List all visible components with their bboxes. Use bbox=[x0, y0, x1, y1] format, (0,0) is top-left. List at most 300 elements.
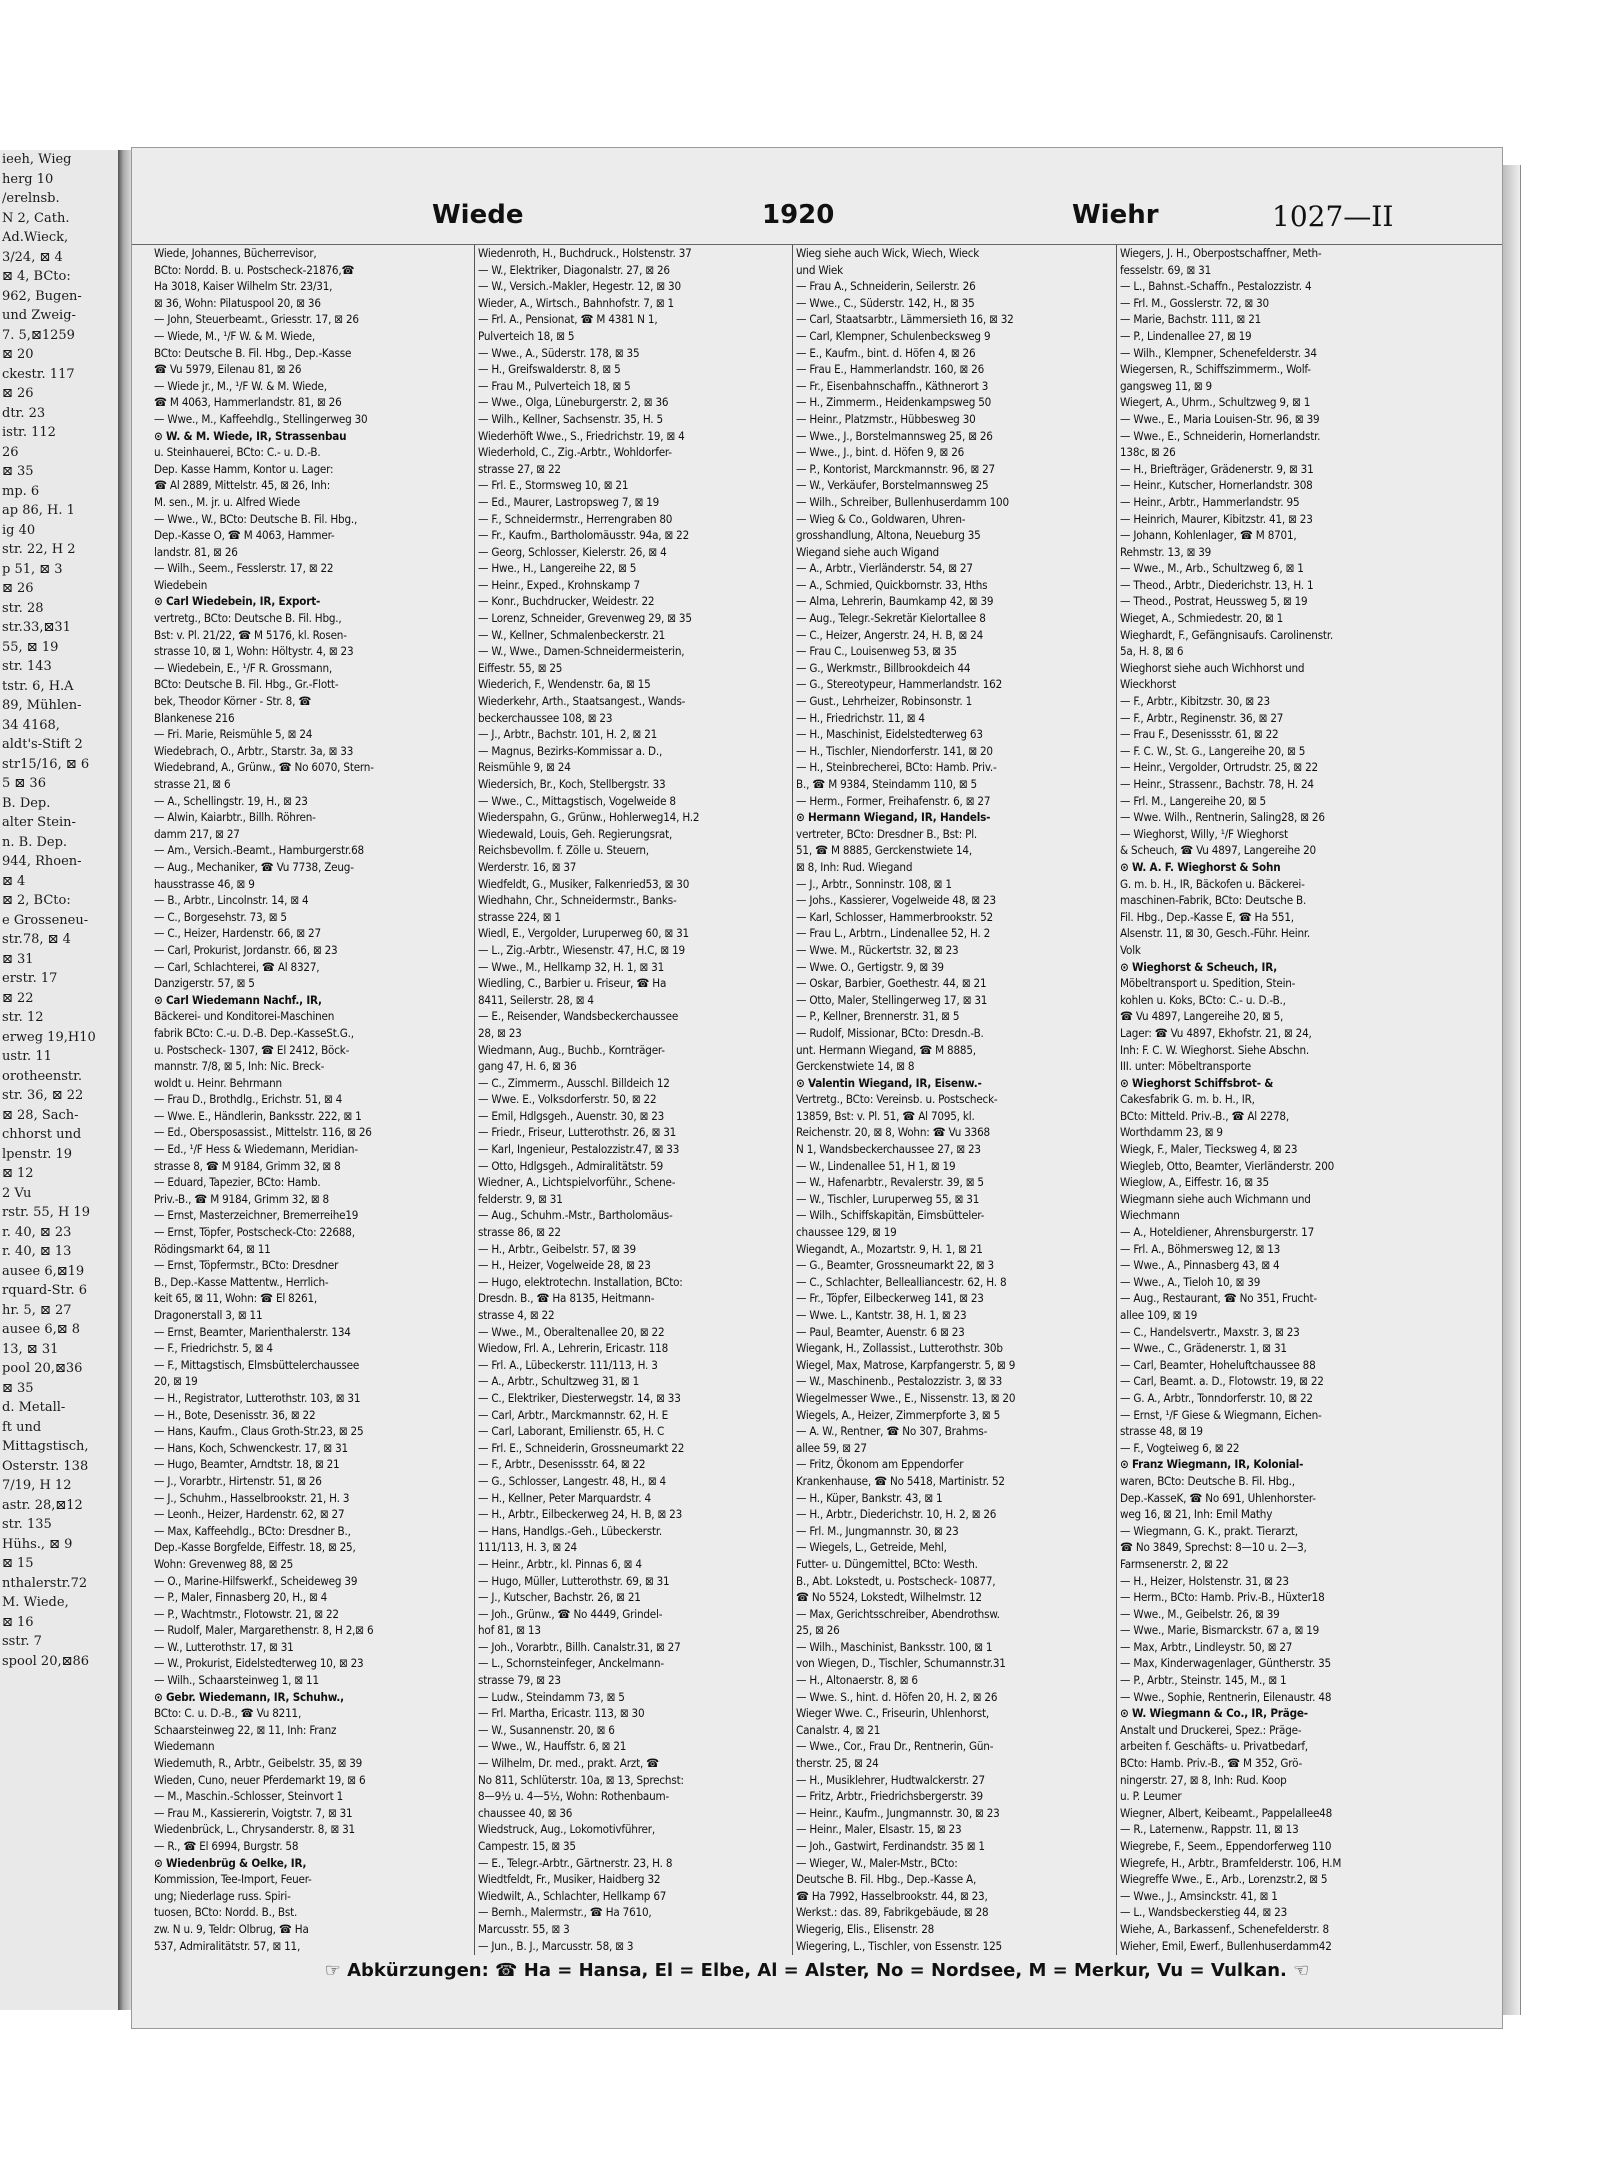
directory-entry-line bbox=[478, 1954, 790, 1955]
directory-entry-line: — Wwe., C., Mittagstisch, Vogelweide 8 bbox=[478, 793, 676, 808]
directory-entry-line: — Karl, Ingenieur, Pestalozzistr.47, ⊠ 33 bbox=[478, 1142, 680, 1157]
left-fragment-line: str15/16, ⊠ 6 bbox=[2, 756, 90, 772]
directory-entry-line: ⊙ W. Wiegmann & Co., IR, Präge- bbox=[1120, 1706, 1308, 1721]
directory-entry-line: — Wieghorst, Willy, ¹/F Wieghorst bbox=[1120, 826, 1288, 841]
directory-entry-line: — C., Heizer, Angerstr. 24, H. B, ⊠ 24 bbox=[796, 627, 984, 642]
directory-entry-line: fesselstr. 69, ⊠ 31 bbox=[1120, 262, 1212, 277]
directory-entry-line: strasse 224, ⊠ 1 bbox=[478, 909, 561, 924]
directory-entry-line: — W., Kellner, Schmalenbeckerstr. 21 bbox=[478, 627, 666, 642]
left-fragment-line: ⊠ 20 bbox=[2, 347, 34, 362]
directory-entry-line: Wiedhahn, Chr., Schneidermstr., Banks- bbox=[478, 893, 677, 908]
left-fragment-line: str. 143 bbox=[2, 659, 52, 674]
left-fragment-line: r. 40, ⊠ 13 bbox=[2, 1244, 72, 1259]
directory-entry-line: — Magnus, Bezirks-Kommissar a. D., bbox=[478, 743, 663, 758]
directory-entry-line: — Wieg & Co., Goldwaren, Uhren- bbox=[796, 511, 966, 526]
directory-entry-line: therstr. 25, ⊠ 24 bbox=[796, 1756, 879, 1771]
left-fragment-line: ckestr. 117 bbox=[2, 366, 75, 382]
directory-entry-line: chaussee 129, ⊠ 19 bbox=[796, 1225, 897, 1240]
directory-entry-line: 20, ⊠ 19 bbox=[154, 1374, 198, 1389]
directory-entry-line: Wiegandt, A., Mozartstr. 9, H. 1, ⊠ 21 bbox=[796, 1241, 983, 1256]
directory-entry-line: — L., Zig.-Arbtr., Wiesenstr. 47, H.C, ⊠ 19 bbox=[478, 942, 685, 957]
directory-entry-line: Wieher, Emil, Ewerf., Bullenhuserdamm42 bbox=[1120, 1938, 1332, 1953]
directory-entry-line: — J., Arbtr., Bachstr. 101, H. 2, ⊠ 21 bbox=[478, 727, 658, 742]
directory-entry-line: 25, ⊠ 26 bbox=[796, 1623, 840, 1638]
directory-entry-line: bek, Theodor Körner - Str. 8, ☎ bbox=[154, 694, 312, 709]
directory-entry-line: Wiegersen, R., Schiffszimmerm., Wolf- bbox=[1120, 362, 1311, 377]
directory-entry-line: — Heinr., Platzmstr., Hübbesweg 30 bbox=[796, 411, 976, 426]
left-fragment-line: lpenstr. 19 bbox=[2, 1146, 73, 1162]
directory-entry-line: Cakesfabrik G. m. b. H., IR, bbox=[1120, 1092, 1255, 1107]
directory-entry-line: — F., Friedrichstr. 5, ⊠ 4 bbox=[154, 1341, 273, 1356]
directory-entry-line: — Karl, Schlosser, Hammerbrookstr. 52 bbox=[796, 909, 993, 924]
directory-entry-line: Wieghardt, F., Gefängnisaufs. Carolinenstr. bbox=[1120, 627, 1333, 642]
directory-entry-line: Dep. Kasse Hamm, Kontor u. Lager: bbox=[154, 461, 334, 476]
directory-entry-line: — H., Musiklehrer, Hudtwalckerstr. 27 bbox=[796, 1772, 985, 1787]
directory-entry-line: — Alma, Lehrerin, Baumkamp 42, ⊠ 39 bbox=[796, 594, 994, 609]
directory-entry-line: — Gust., Lehrheizer, Robinsonstr. 1 bbox=[796, 694, 973, 709]
directory-entry-line: ningerstr. 27, ⊠ 8, Inh: Rud. Koop bbox=[1120, 1772, 1287, 1787]
directory-entry-line: Krankenhause, ☎ No 5418, Martinistr. 52 bbox=[796, 1473, 1005, 1488]
left-fragment-line: str. 135 bbox=[2, 1517, 52, 1532]
left-fragment-line: n. B. Dep. bbox=[2, 834, 68, 850]
directory-entry-line: Wiederhöft Wwe., S., Friedrichstr. 19, ⊠ 4 bbox=[478, 428, 685, 443]
directory-entry-line: — Frau L., Arbtrn., Lindenallee 52, H. 2 bbox=[796, 926, 991, 941]
directory-entry-line: Wiedenroth, H., Buchdruck., Holstenstr. 37 bbox=[478, 246, 692, 260]
directory-entry-line: N 1, Wandsbeckerchaussee 27, ⊠ 23 bbox=[796, 1142, 981, 1157]
left-fragment-line: herg 10 bbox=[2, 171, 54, 187]
directory-entry-line: — C., Schlachter, Bellealliancestr. 62, H. 8 bbox=[796, 1274, 1007, 1289]
directory-entry-line: Wiedl, E., Vergolder, Luruperweg 60, ⊠ 31 bbox=[478, 926, 689, 941]
directory-entry-line: — Eduard, Tapezier, BCto: Hamb. bbox=[154, 1175, 321, 1190]
directory-entry-line: Werkst.: das. 89, Fabrikgebäude, ⊠ 28 bbox=[796, 1905, 989, 1920]
directory-entry-line: hof 81, ⊠ 13 bbox=[478, 1623, 541, 1638]
page-edge bbox=[1502, 165, 1521, 2015]
directory-entry-line: strasse 86, ⊠ 22 bbox=[478, 1225, 561, 1240]
directory-entry-line: ⊠ 36, Wohn: Pilatuspool 20, ⊠ 36 bbox=[154, 295, 321, 310]
directory-entry-line: Worthdamm 23, ⊠ 9 bbox=[1120, 1125, 1223, 1140]
directory-entry-line: Wiehe, A., Barkassenf., Schenefelderstr. 8 bbox=[1120, 1921, 1329, 1936]
directory-entry-line: — Bernh., Malermstr., ☎ Ha 7610, bbox=[478, 1905, 652, 1920]
directory-entry-line: — H., Arbtr., Diederichstr. 10, H. 2, ⊠ 26 bbox=[796, 1507, 997, 1522]
directory-entry-line: — Wiegmann, G. K., prakt. Tierarzt, bbox=[1120, 1523, 1298, 1538]
directory-entry-line: u. P. Leumer bbox=[1120, 1789, 1182, 1804]
directory-entry-line: — Aug., Telegr.-Sekretär Kielortallee 8 bbox=[796, 611, 986, 626]
directory-entry-line: — F., Arbtr., Desenissstr. 64, ⊠ 22 bbox=[478, 1457, 646, 1472]
left-fragment-line: und Zweig- bbox=[2, 308, 76, 323]
directory-entry-line: — Konr., Buchdrucker, Weidestr. 22 bbox=[478, 594, 655, 609]
directory-entry-line: — Theod., Arbtr., Diederichstr. 13, H. 1 bbox=[1120, 577, 1314, 592]
directory-entry-line: — Wilh., Schaarsteinweg 1, ⊠ 11 bbox=[154, 1673, 319, 1688]
directory-entry-line: waren, BCto: Deutsche B. Fil. Hbg., bbox=[1120, 1473, 1295, 1488]
directory-entry-line: Campestr. 15, ⊠ 35 bbox=[478, 1839, 576, 1853]
directory-entry-line: — H., Bote, Desenisstr. 36, ⊠ 22 bbox=[154, 1407, 316, 1422]
left-fragment-line: ustr. 11 bbox=[2, 1049, 52, 1064]
directory-entry-line: — Wwe., M., Hellkamp 32, H. 1, ⊠ 31 bbox=[478, 959, 665, 974]
column-2 bbox=[478, 245, 790, 1955]
directory-entry-line: ☎ Vu 4897, Langereihe 20, ⊠ 5, bbox=[1120, 1009, 1284, 1024]
directory-entry-line: — Jun., B. J., Marcusstr. 58, ⊠ 3 bbox=[478, 1938, 634, 1953]
directory-entry-line: — G. A., Arbtr., Tonndorferstr. 10, ⊠ 22 bbox=[1120, 1390, 1313, 1405]
directory-entry-line: — Marie, Bachstr. 111, ⊠ 21 bbox=[1120, 312, 1262, 327]
left-fragment-line: alter Stein- bbox=[2, 815, 76, 830]
directory-entry-line: 138c, ⊠ 26 bbox=[1120, 445, 1176, 460]
directory-entry-line: — P., Lindenallee 27, ⊠ 19 bbox=[1120, 328, 1252, 343]
left-fragment-line: ⊠ 2, BCto: bbox=[2, 893, 71, 908]
left-fragment-line: ⊠ 4 bbox=[2, 873, 26, 889]
directory-entry-line: B., Abt. Lokstedt, u. Postscheck- 10877, bbox=[796, 1573, 996, 1588]
directory-entry-line: — Aug., Restaurant, ☎ No 351, Frucht- bbox=[1120, 1291, 1317, 1306]
directory-entry-line: — L., Schornsteinfeger, Anckelmann- bbox=[478, 1656, 664, 1671]
directory-entry-line: fabrik BCto: C.-u. D.-B. Dep.-KasseSt.G., bbox=[154, 1025, 354, 1040]
directory-entry-line: — Frau A., Schneiderin, Seilerstr. 26 bbox=[796, 279, 976, 294]
directory-entry-line: Wiechmann bbox=[1120, 1208, 1180, 1223]
directory-entry-line: — Ernst, Beamter, Marienthalerstr. 134 bbox=[154, 1324, 351, 1339]
directory-entry-line: Wiegerig, Elis., Elisenstr. 28 bbox=[796, 1921, 935, 1936]
left-fragment-line: nthalerstr.72 bbox=[2, 1575, 88, 1591]
directory-entry-line: Wiegels, A., Heizer, Zimmerpforte 3, ⊠ 5 bbox=[796, 1407, 1000, 1422]
book-gutter bbox=[118, 150, 132, 2010]
directory-entry-line: — Carl, Schlachterei, ☎ Al 8327, bbox=[154, 959, 320, 974]
directory-entry-line: — Frau M., Kassiererin, Voigtstr. 7, ⊠ 31 bbox=[154, 1805, 353, 1820]
directory-entry-line: woldt u. Heinr. Behrmann bbox=[154, 1075, 282, 1090]
directory-entry-line: — Frl. A., Böhmersweg 12, ⊠ 13 bbox=[1120, 1241, 1281, 1256]
directory-entry-line: Dresdn. B., ☎ Ha 8135, Heitmann- bbox=[478, 1291, 655, 1306]
left-fragment-line: ⊠ 35 bbox=[2, 1380, 34, 1396]
directory-entry-line: felderstr. 9, ⊠ 31 bbox=[478, 1191, 563, 1206]
left-fragment-line: erweg 19,H10 bbox=[2, 1029, 96, 1045]
left-fragment-line: N 2, Cath. bbox=[2, 210, 70, 226]
directory-entry-line: Wiegering, L., Tischler, von Essenstr. 125 bbox=[796, 1938, 1002, 1953]
directory-entry-line: Wiedner, A., Lichtspielvorführ., Schene- bbox=[478, 1175, 676, 1190]
directory-entry-line: — Wwe., A., Pinnasberg 43, ⊠ 4 bbox=[1120, 1258, 1280, 1273]
directory-entry-line: — J., Kutscher, Bachstr. 26, ⊠ 21 bbox=[478, 1590, 641, 1605]
left-fragment-line: ⊠ 26 bbox=[2, 386, 34, 401]
directory-entry-line: — Joh., Gastwirt, Ferdinandstr. 35 ⊠ 1 bbox=[796, 1839, 985, 1853]
left-fragment-line: istr. 112 bbox=[2, 425, 56, 440]
directory-entry-line: tuosen, BCto: Nordd. B., Bst. bbox=[154, 1905, 298, 1920]
directory-entry-line: — Herm., Former, Freihafenstr. 6, ⊠ 27 bbox=[796, 793, 991, 808]
directory-entry-line: — Frl. A., Pensionat, ☎ M 4381 N 1, bbox=[478, 312, 658, 327]
directory-entry-line: — Rudolf, Maler, Margarethenstr. 8, H 2,⊠ 6 bbox=[154, 1623, 374, 1638]
directory-entry-line: Wiedmann, Aug., Buchb., Kornträger- bbox=[478, 1042, 665, 1057]
left-fragment-line: dtr. 23 bbox=[2, 405, 46, 421]
directory-entry-line: — Rudolf, Missionar, BCto: Dresdn.-B. bbox=[796, 1025, 984, 1040]
directory-entry-line: Wieden, Cuno, neuer Pferdemarkt 19, ⊠ 6 bbox=[154, 1772, 366, 1787]
directory-entry-line: — Ernst, Töpfermstr., BCto: Dresdner bbox=[154, 1258, 339, 1273]
directory-entry-line: — P., Wachtmstr., Flotowstr. 21, ⊠ 22 bbox=[154, 1606, 339, 1621]
directory-entry-line: Wiegmann siehe auch Wichmann und bbox=[1120, 1191, 1311, 1206]
directory-entry-line: Wieghorst siehe auch Wichhorst und bbox=[1120, 660, 1305, 675]
directory-entry-line: — Carl, Klempner, Schulenbecksweg 9 bbox=[796, 328, 991, 343]
directory-entry-line: — Aug., Mechaniker, ☎ Vu 7738, Zeug- bbox=[154, 859, 354, 874]
directory-entry-line: Futter- u. Düngemittel, BCto: Westh. bbox=[796, 1556, 978, 1571]
directory-entry-line: — Carl, Arbtr., Marckmannstr. 62, H. E bbox=[478, 1407, 669, 1422]
directory-entry-line: gangsweg 11, ⊠ 9 bbox=[1120, 378, 1212, 393]
directory-entry-line: — Fri. Marie, Reismühle 5, ⊠ 24 bbox=[154, 727, 313, 742]
directory-entry-line: ⊠ 8, Inh: Rud. Wiegand bbox=[796, 859, 913, 874]
directory-entry-line: — R., ☎ El 6994, Burgstr. 58 bbox=[154, 1839, 299, 1853]
directory-entry-line: ☎ Al 2889, Mittelstr. 45, ⊠ 26, Inh: bbox=[154, 478, 331, 493]
left-fragment-line: ⊠ 15 bbox=[2, 1556, 34, 1571]
directory-entry-line: — R., Laternenw., Rappstr. 11, ⊠ 13 bbox=[1120, 1822, 1299, 1837]
directory-entry-line: Dragonerstall 3, ⊠ 11 bbox=[154, 1308, 263, 1322]
directory-entry-line: — H., Friedrichstr. 11, ⊠ 4 bbox=[796, 710, 925, 725]
directory-entry-line: — Wwe., C., Süderstr. 142, H., ⊠ 35 bbox=[796, 295, 975, 310]
directory-entry-line: — Carl, Laborant, Emilienstr. 65, H. C bbox=[478, 1424, 665, 1439]
directory-entry-line: Gerckenstwiete 14, ⊠ 8 bbox=[796, 1059, 915, 1074]
directory-entry-line: — Wwe., W., BCto: Deutsche B. Fil. Hbg., bbox=[154, 511, 358, 526]
directory-entry-line: ⊙ Valentin Wiegand, IR, Eisenw.- bbox=[796, 1075, 982, 1090]
column-divider bbox=[474, 245, 475, 1955]
directory-entry-line: Wiegner, Albert, Keibeamt., Pappelallee48 bbox=[1120, 1805, 1333, 1820]
directory-entry-line: — Alwin, Kaiarbtr., Billh. Röhren- bbox=[154, 810, 316, 825]
directory-entry-line: ⊙ Hermann Wiegand, IR, Handels- bbox=[796, 810, 991, 825]
directory-entry-line: — A., Arbtr., Vierländerstr. 54, ⊠ 27 bbox=[796, 561, 973, 576]
directory-entry-line: — Ernst, Masterzeichner, Bremerreihe19 bbox=[154, 1208, 359, 1223]
directory-entry-line: hausstrasse 46, ⊠ 9 bbox=[154, 876, 255, 891]
left-fragment-line: r. 40, ⊠ 23 bbox=[2, 1224, 72, 1240]
directory-entry-line: — C., Borgesehstr. 73, ⊠ 5 bbox=[154, 909, 287, 924]
directory-entry-line: — F., Mittagstisch, Elmsbüttelerchaussee bbox=[154, 1357, 360, 1372]
directory-entry-line: — Wilh., Schreiber, Bullenhuserdamm 100 bbox=[796, 494, 1009, 509]
directory-entry-line: — W., Lutterothstr. 17, ⊠ 31 bbox=[154, 1639, 294, 1654]
directory-entry-line: — C., Elektriker, Diesterwegstr. 14, ⊠ 33 bbox=[478, 1390, 681, 1405]
left-fragment-line: 89, Mühlen- bbox=[2, 698, 82, 713]
directory-entry-line: — Fritz, Arbtr., Friedrichsbergerstr. 39 bbox=[796, 1789, 983, 1804]
directory-entry-line: — Ludw., Steindamm 73, ⊠ 5 bbox=[478, 1689, 625, 1704]
directory-entry-line: ⊙ W. & M. Wiede, IR, Strassenbau bbox=[154, 428, 347, 443]
directory-entry-line: — W., Elektriker, Diagonalstr. 27, ⊠ 26 bbox=[478, 262, 670, 277]
left-fragment-line: ft und bbox=[2, 1419, 42, 1435]
directory-entry-line: — Heinr., Strassenr., Bachstr. 78, H. 24 bbox=[1120, 777, 1314, 791]
directory-entry-line: — G., Werkmstr., Billbrookdeich 44 bbox=[796, 660, 971, 675]
directory-entry-line: — O., Marine-Hilfswerkf., Scheideweg 39 bbox=[154, 1573, 358, 1588]
directory-entry-line: gang 47, H. 6, ⊠ 36 bbox=[478, 1059, 577, 1074]
directory-entry-line: Canalstr. 4, ⊠ 21 bbox=[796, 1722, 881, 1737]
directory-entry-line: Wiedebrach, O., Arbtr., Starstr. 3a, ⊠ 33 bbox=[154, 743, 354, 758]
directory-entry-line: — Frl. E., Stormsweg 10, ⊠ 21 bbox=[478, 478, 629, 493]
directory-entry-line: ⊙ Carl Wiedebein, IR, Export- bbox=[154, 594, 321, 609]
directory-entry-line: — Wiede jr., M., ¹/F W. & M. Wiede, bbox=[154, 378, 327, 393]
left-fragment-line: 7. 5,⊠1259 bbox=[2, 327, 75, 343]
directory-entry-line: 537, Admiralitätstr. 57, ⊠ 11, bbox=[154, 1938, 301, 1953]
directory-entry-line: — Frl. E., Schneiderin, Grossneumarkt 22 bbox=[478, 1440, 685, 1455]
directory-entry-line: — J., Vorarbtr., Hirtenstr. 51, ⊠ 26 bbox=[154, 1473, 322, 1488]
directory-entry-line: Wiedemuth, R., Arbtr., Geibelstr. 35, ⊠ 39 bbox=[154, 1756, 363, 1771]
left-fragment-line: ⊠ 22 bbox=[2, 990, 34, 1006]
directory-entry-line: — Hugo, elektrotechn. Installation, BCto: bbox=[478, 1274, 683, 1289]
directory-entry-line: — Max, Arbtr., Lindleystr. 50, ⊠ 27 bbox=[1120, 1639, 1293, 1654]
directory-entry-line: — Heinr., Exped., Krohnskamp 7 bbox=[478, 577, 640, 592]
left-fragment-line: ⊠ 16 bbox=[2, 1614, 34, 1630]
directory-entry-line: — G., Stereotypeur, Hammerlandstr. 162 bbox=[796, 677, 1003, 692]
directory-entry-line: u. Steinhauerei, BCto: C.- u. D.-B. bbox=[154, 445, 321, 460]
directory-entry-line: — Heinr., Arbtr., kl. Pinnas 6, ⊠ 4 bbox=[478, 1556, 642, 1571]
directory-entry-line: — Frau C., Louisenweg 53, ⊠ 35 bbox=[796, 644, 957, 659]
directory-entry-line: maschinen-Fabrik, BCto: Deutsche B. bbox=[1120, 893, 1307, 908]
header-left-word: Wiede bbox=[432, 200, 524, 230]
directory-entry-line: — E., Telegr.-Arbtr., Gärtnerstr. 23, H. 8 bbox=[478, 1855, 673, 1870]
directory-entry-line: — Wwe. E., Volksdorferstr. 50, ⊠ 22 bbox=[478, 1092, 657, 1107]
directory-entry-line: Wiegleb, Otto, Beamter, Vierländerstr. 200 bbox=[1120, 1158, 1335, 1173]
directory-entry-line: ⊙ Wieghorst & Scheuch, IR, bbox=[1120, 959, 1277, 974]
directory-entry-line: — W., Hafenarbtr., Revalerstr. 39, ⊠ 5 bbox=[796, 1175, 984, 1190]
directory-entry-line: — Hwe., H., Langereihe 22, ⊠ 5 bbox=[478, 561, 637, 576]
directory-entry-line: Wiedersich, Br., Koch, Stellbergstr. 33 bbox=[478, 777, 666, 791]
directory-entry-line: — Otto, Maler, Stellingerweg 17, ⊠ 31 bbox=[796, 992, 988, 1007]
left-fragment-line: rstr. 55, H 19 bbox=[2, 1205, 90, 1220]
directory-entry-line: — Aug., Schuhm.-Mstr., Bartholomäus- bbox=[478, 1208, 673, 1223]
directory-entry-line: zw. N u. 9, Teldr: Olbrug, ☎ Ha bbox=[154, 1921, 309, 1936]
directory-entry-line: Wiedwilt, A., Schlachter, Hellkamp 67 bbox=[478, 1888, 667, 1903]
directory-entry-line: Wiegers, J. H., Oberpostschaffner, Meth- bbox=[1120, 246, 1322, 260]
directory-entry-line: — Wwe., Marie, Bismarckstr. 67 a, ⊠ 19 bbox=[1120, 1623, 1320, 1638]
directory-entry-line: kohlen u. Koks, BCto: C.- u. D.-B., bbox=[1120, 992, 1286, 1007]
directory-entry-line: — Heinr., Kaufm., Jungmannstr. 30, ⊠ 23 bbox=[796, 1805, 1000, 1820]
directory-entry-line: — Leonh., Heizer, Hardenstr. 62, ⊠ 27 bbox=[154, 1507, 345, 1522]
directory-entry-line: — Frau F., Desenissstr. 61, ⊠ 22 bbox=[1120, 727, 1279, 742]
left-fragment-line: ⊠ 12 bbox=[2, 1166, 34, 1181]
directory-entry-line: Danzigerstr. 57, ⊠ 5 bbox=[154, 976, 255, 991]
directory-entry-line: Volk bbox=[1120, 942, 1141, 957]
directory-entry-line: ⊙ Carl Wiedemann Nachf., IR, bbox=[154, 992, 322, 1007]
directory-entry-line: vertretg., BCto: Deutsche B. Fil. Hbg., bbox=[154, 611, 342, 626]
directory-entry-line: keit 65, ⊠ 11, Wohn: ☎ El 8261, bbox=[154, 1291, 318, 1306]
abbreviations-footer: ☞ Abkürzungen: ☎ Ha = Hansa, El = Elbe, Al = Alster, No = Nordsee, M = Merkur, Vu = Vulkan. ☜ bbox=[324, 1960, 1310, 1981]
directory-entry-line: — F., Arbtr., Kibitzstr. 30, ⊠ 23 bbox=[1120, 694, 1270, 709]
left-fragment-line: Hühs., ⊠ 9 bbox=[2, 1536, 73, 1552]
directory-entry-line: M. sen., M. jr. u. Alfred Wiede bbox=[154, 494, 300, 509]
directory-entry-line: — W., Verkäufer, Borstelmannsweg 25 bbox=[796, 478, 989, 493]
entry-columns bbox=[132, 244, 1502, 1955]
directory-entry-line: Wiedow, Frl. A., Lehrerin, Ericastr. 118 bbox=[478, 1341, 669, 1356]
directory-entry-line: Wiegand siehe auch Wigand bbox=[796, 544, 939, 559]
directory-entry-line: — J., Schuhm., Hasselbrookstr. 21, H. 3 bbox=[154, 1490, 350, 1505]
directory-entry-line: — H., Arbtr., Geibelstr. 57, ⊠ 39 bbox=[478, 1241, 636, 1256]
left-fragment-line: tstr. 6, H.A bbox=[2, 678, 74, 694]
directory-entry-line: — Wilh., Klempner, Schenefelderstr. 34 bbox=[1120, 345, 1317, 360]
directory-entry-line: — W., Versich.-Makler, Hegestr. 12, ⊠ 30 bbox=[478, 279, 681, 294]
directory-entry-line: — C., Heizer, Hardenstr. 66, ⊠ 27 bbox=[154, 926, 321, 941]
directory-entry-line: — Friedr., Friseur, Lutterothstr. 26, ⊠ 31 bbox=[478, 1125, 677, 1140]
directory-entry-line: — Ed., Obersposassist., Mittelstr. 116, ⊠ 26 bbox=[154, 1125, 372, 1140]
directory-entry-line: Wohn: Grevenweg 88, ⊠ 25 bbox=[154, 1556, 294, 1571]
column-1 bbox=[154, 245, 472, 1955]
directory-entry-line: Lager: ☎ Vu 4897, Ekhofstr. 21, ⊠ 24, bbox=[1120, 1025, 1312, 1040]
directory-entry-line: ⊙ Gebr. Wiedemann, IR, Schuhw., bbox=[154, 1689, 344, 1704]
directory-entry-line: Wiedfeldt, G., Musiker, Falkenried53, ⊠ 30 bbox=[478, 876, 690, 891]
directory-entry-line: allee 109, ⊠ 19 bbox=[1120, 1308, 1198, 1322]
directory-entry-line: — Wwe., Olga, Lüneburgerstr. 2, ⊠ 36 bbox=[478, 395, 669, 410]
directory-entry-line: 13859, Bst: v. Pl. 51, ☎ Al 7095, kl. bbox=[796, 1108, 975, 1123]
directory-entry-line: — Joh., Grünw., ☎ No 4449, Grindel- bbox=[478, 1606, 663, 1621]
directory-entry-line: — Wwe., M., Arb., Schultzweg 6, ⊠ 1 bbox=[1120, 561, 1304, 576]
directory-entry-line: — Wilh., Schiffskapitän, Eimsbütteler- bbox=[796, 1208, 985, 1223]
directory-entry-line: Blankenese 216 bbox=[154, 710, 235, 725]
directory-entry-line: — Frau E., Hammerlandstr. 160, ⊠ 26 bbox=[796, 362, 985, 377]
directory-entry-line: ⊙ W. A. F. Wieghorst & Sohn bbox=[1120, 859, 1281, 874]
directory-entry-line: Wieckhorst bbox=[1120, 677, 1176, 692]
left-fragment-line: ⊠ 4, BCto: bbox=[2, 269, 71, 284]
left-fragment-line: ⊠ 31 bbox=[2, 951, 34, 967]
left-fragment-line: Osterstr. 138 bbox=[2, 1458, 89, 1474]
left-fragment-line: 7/19, H 12 bbox=[2, 1478, 72, 1493]
directory-entry-line: — H., Steinbrecherei, BCto: Hamb. Priv.- bbox=[796, 760, 997, 775]
directory-entry-line: ☎ No 5524, Lokstedt, Wilhelmstr. 12 bbox=[796, 1590, 982, 1605]
left-fragment-line: 3/24, ⊠ 4 bbox=[2, 249, 63, 265]
directory-entry-line: Rödingsmarkt 64, ⊠ 11 bbox=[154, 1241, 271, 1256]
left-fragment-line: hr. 5, ⊠ 27 bbox=[2, 1302, 72, 1318]
directory-entry-line: — Wwe. E., Händlerin, Banksstr. 222, ⊠ 1 bbox=[154, 1108, 362, 1123]
directory-entry-line: — Wiedebein, E., ¹/F R. Grossmann, bbox=[154, 660, 332, 675]
directory-entry-line: — Lorenz, Schneider, Grevenweg 29, ⊠ 35 bbox=[478, 611, 692, 626]
directory-entry-line: — Wieger, W., Maler-Mstr., BCto: bbox=[796, 1855, 958, 1870]
directory-entry-line: Pulverteich 18, ⊠ 5 bbox=[478, 328, 575, 343]
directory-entry-line: ⊙ Franz Wiegmann, IR, Kolonial- bbox=[1120, 1457, 1304, 1472]
left-fragment-line: spool 20,⊠86 bbox=[2, 1653, 90, 1669]
directory-entry-line: — H., Maschinist, Eidelstedterweg 63 bbox=[796, 727, 983, 742]
directory-entry-line: — F., Schneidermstr., Herrengraben 80 bbox=[478, 511, 673, 526]
directory-entry-line: — Wwe. O., Gertigstr. 9, ⊠ 39 bbox=[796, 959, 944, 974]
directory-entry-line: Farmsenerstr. 2, ⊠ 22 bbox=[1120, 1556, 1229, 1571]
directory-entry-line: — Herm., BCto: Hamb. Priv.-B., Hüxter18 bbox=[1120, 1590, 1325, 1605]
directory-entry-line: Wieger Wwe. C., Friseurin, Uhlenhorst, bbox=[796, 1706, 990, 1721]
directory-entry-line: — H., Tischler, Niendorferstr. 141, ⊠ 20 bbox=[796, 743, 993, 758]
directory-entry-line: — H., Heizer, Holstenstr. 31, ⊠ 23 bbox=[1120, 1573, 1289, 1588]
directory-entry-line: Wiedebrand, A., Grünw., ☎ No 6070, Stern- bbox=[154, 760, 374, 775]
directory-entry-line: strasse 27, ⊠ 22 bbox=[478, 461, 561, 476]
left-fragment-line: ⊠ 26 bbox=[2, 581, 34, 596]
directory-entry-line: — B., Arbtr., Lincolnstr. 14, ⊠ 4 bbox=[154, 893, 309, 908]
directory-entry-line: unt. Hermann Wiegand, ☎ M 8885, bbox=[796, 1042, 976, 1057]
directory-entry-line: BCto: Deutsche B. Fil. Hbg., Dep.-Kasse bbox=[154, 345, 352, 360]
left-fragment-line: str. 36, ⊠ 22 bbox=[2, 1088, 84, 1103]
left-fragment-line: ieeh, Wieg bbox=[2, 152, 72, 167]
directory-entry-line: — H., Registrator, Lutterothstr. 103, ⊠ 31 bbox=[154, 1390, 361, 1405]
directory-entry-line: Wieder, A., Wirtsch., Bahnhofstr. 7, ⊠ 1 bbox=[478, 295, 674, 310]
page-number: 1027—II bbox=[1272, 200, 1394, 233]
directory-entry-line: Marcusstr. 55, ⊠ 3 bbox=[478, 1921, 570, 1936]
column-3 bbox=[796, 245, 1114, 1955]
left-fragment-line: ausee 6,⊠19 bbox=[2, 1263, 85, 1279]
directory-entry-line: — Max, Gerichtsschreiber, Abendrothsw. bbox=[796, 1606, 1000, 1621]
directory-entry-line: — John, Steuerbeamt., Griesstr. 17, ⊠ 26 bbox=[154, 312, 359, 327]
left-fragment-line: Mittagstisch, bbox=[2, 1439, 89, 1454]
directory-entry-line: damm 217, ⊠ 27 bbox=[154, 826, 240, 841]
left-fragment-line: p 51, ⊠ 3 bbox=[2, 561, 63, 577]
directory-entry-line: Wiegrebe, F., Seem., Eppendorferweg 110 bbox=[1120, 1839, 1332, 1853]
directory-entry-line: — W., Maschinenb., Pestalozzistr. 3, ⊠ 33 bbox=[796, 1374, 1003, 1389]
directory-entry-line: — M., Maschin.-Schlosser, Steinvort 1 bbox=[154, 1789, 343, 1804]
directory-entry-line: — Max, Kinderwagenlager, Güntherstr. 35 bbox=[1120, 1656, 1331, 1671]
directory-entry-line: — Hugo, Müller, Lutterothstr. 69, ⊠ 31 bbox=[478, 1573, 670, 1588]
directory-entry-line: BCto: Mitteld. Priv.-B., ☎ Al 2278, bbox=[1120, 1108, 1289, 1123]
directory-entry-line: Deutsche B. Fil. Hbg., Dep.-Kasse A, bbox=[796, 1872, 977, 1887]
directory-entry-line: — Max, Kaffeehdlg., BCto: Dresdner B., bbox=[154, 1523, 351, 1538]
directory-entry-line: Fil. Hbg., Dep.-Kasse E, ☎ Ha 551, bbox=[1120, 909, 1294, 924]
directory-entry-line: — Carl, Prokurist, Jordanstr. 66, ⊠ 23 bbox=[154, 942, 338, 957]
directory-entry-line: — Wwe., J., Amsinckstr. 41, ⊠ 1 bbox=[1120, 1888, 1278, 1903]
directory-entry-line: Wiedemann bbox=[154, 1739, 215, 1754]
directory-entry-line: — Wwe., M., Geibelstr. 26, ⊠ 39 bbox=[1120, 1606, 1280, 1621]
left-fragment-line: ⊠ 35 bbox=[2, 464, 34, 479]
directory-entry-line: — E., Reisender, Wandsbeckerchaussee bbox=[478, 1009, 679, 1024]
directory-entry-line: — Wwe. L., Kantstr. 38, H. 1, ⊠ 23 bbox=[796, 1308, 967, 1322]
directory-entry-line: Bäckerei- und Konditorei-Maschinen bbox=[154, 1009, 335, 1024]
left-fragment-line: str.33,⊠31 bbox=[2, 620, 71, 635]
left-fragment-line: B. Dep. bbox=[2, 795, 51, 811]
directory-entry-line: Dep.-KasseK, ☎ No 691, Uhlenhorster- bbox=[1120, 1490, 1316, 1505]
